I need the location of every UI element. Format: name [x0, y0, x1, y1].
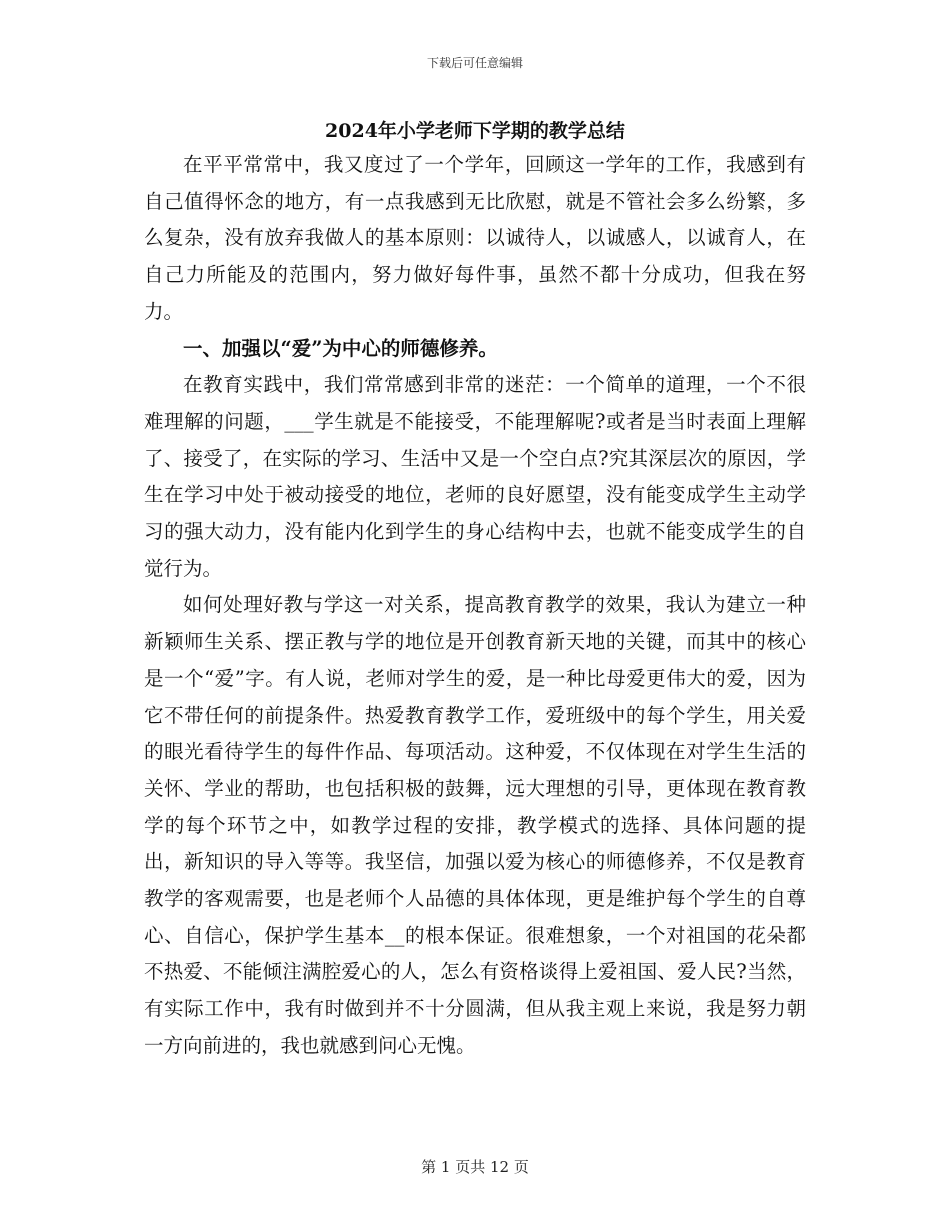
page-header-note: 下载后可任意编辑 — [426, 56, 523, 70]
paragraph-love: 如何处理好教与学这一对关系，提高教育教学的效果，我认为建立一种新颖师生关系、摆正教与学的地位是开创教育新天地的关键，而其中的核心是一个“爱”字。有人说，老师对学生的爱，是一种比母爱更伟大的爱，因为它不带任何的前提条件。热爱教育教学工作，爱班级中的每个学生，用关爱的眼光看待学生的每件作品、每项活动。这种爱，不仅体现在对学生生活的关怀、学业的帮助，也包括积极的鼓舞，远大理想的引导，更体现在教育教学的每个环节之中，如教学过程的安排，教学模式的选择、具体问题的提出，新知识的导入等等。我坚信，加强以爱为核心的师德修养，不仅是教育教学的客观需要，也是老师个人品德的具体体现，更是维护每个学生的自尊心、自信心，保护学生基本__的根本保证。很难想象，一个对祖国的花朵都不热爱、不能倾注满腔爱心的人，怎么有资格谈得上爱祖国、爱人民?当然，有实际工作中，我有时做到并不十分圆满，但从我主观上来说，我是努力朝一方向前进的，我也就感到问心无愧。 — [144, 593, 806, 1057]
document-title: 2024年小学老师下学期的教学总结 — [325, 120, 625, 142]
document-body — [144, 147, 806, 1065]
page-number: 第 1 页共 12 页 — [421, 1158, 529, 1176]
paragraph-confusion: 在教育实践中，我们常常感到非常的迷茫：一个简单的道理，一个不很难理解的问题，___学生就是不能接受，不能理解呢?或者是当时表面上理解了、接受了，在实际的学习、生活中又是一个空白点?究其深层次的原因，学生在学习中处于被动接受的地位，老师的良好愿望，没有能变成学生主动学习的强大动力，没有能内化到学生的身心结构中去，也就不能变成学生的自觉行为。 — [144, 373, 806, 580]
section-heading-1: 一、加强以“爱”为中心的师德修养。 — [183, 336, 498, 360]
paragraph-intro: 在平平常常中，我又度过了一个学年，回顾这一学年的工作，我感到有自己值得怀念的地方，有一点我感到无比欣慰，就是不管社会多么纷繁，多么复杂，没有放弃我做人的基本原则：以诚待人，以诚感人，以诚育人，在自己力所能及的范围内，努力做好每件事，虽然不都十分成功，但我在努力。 — [144, 153, 806, 323]
